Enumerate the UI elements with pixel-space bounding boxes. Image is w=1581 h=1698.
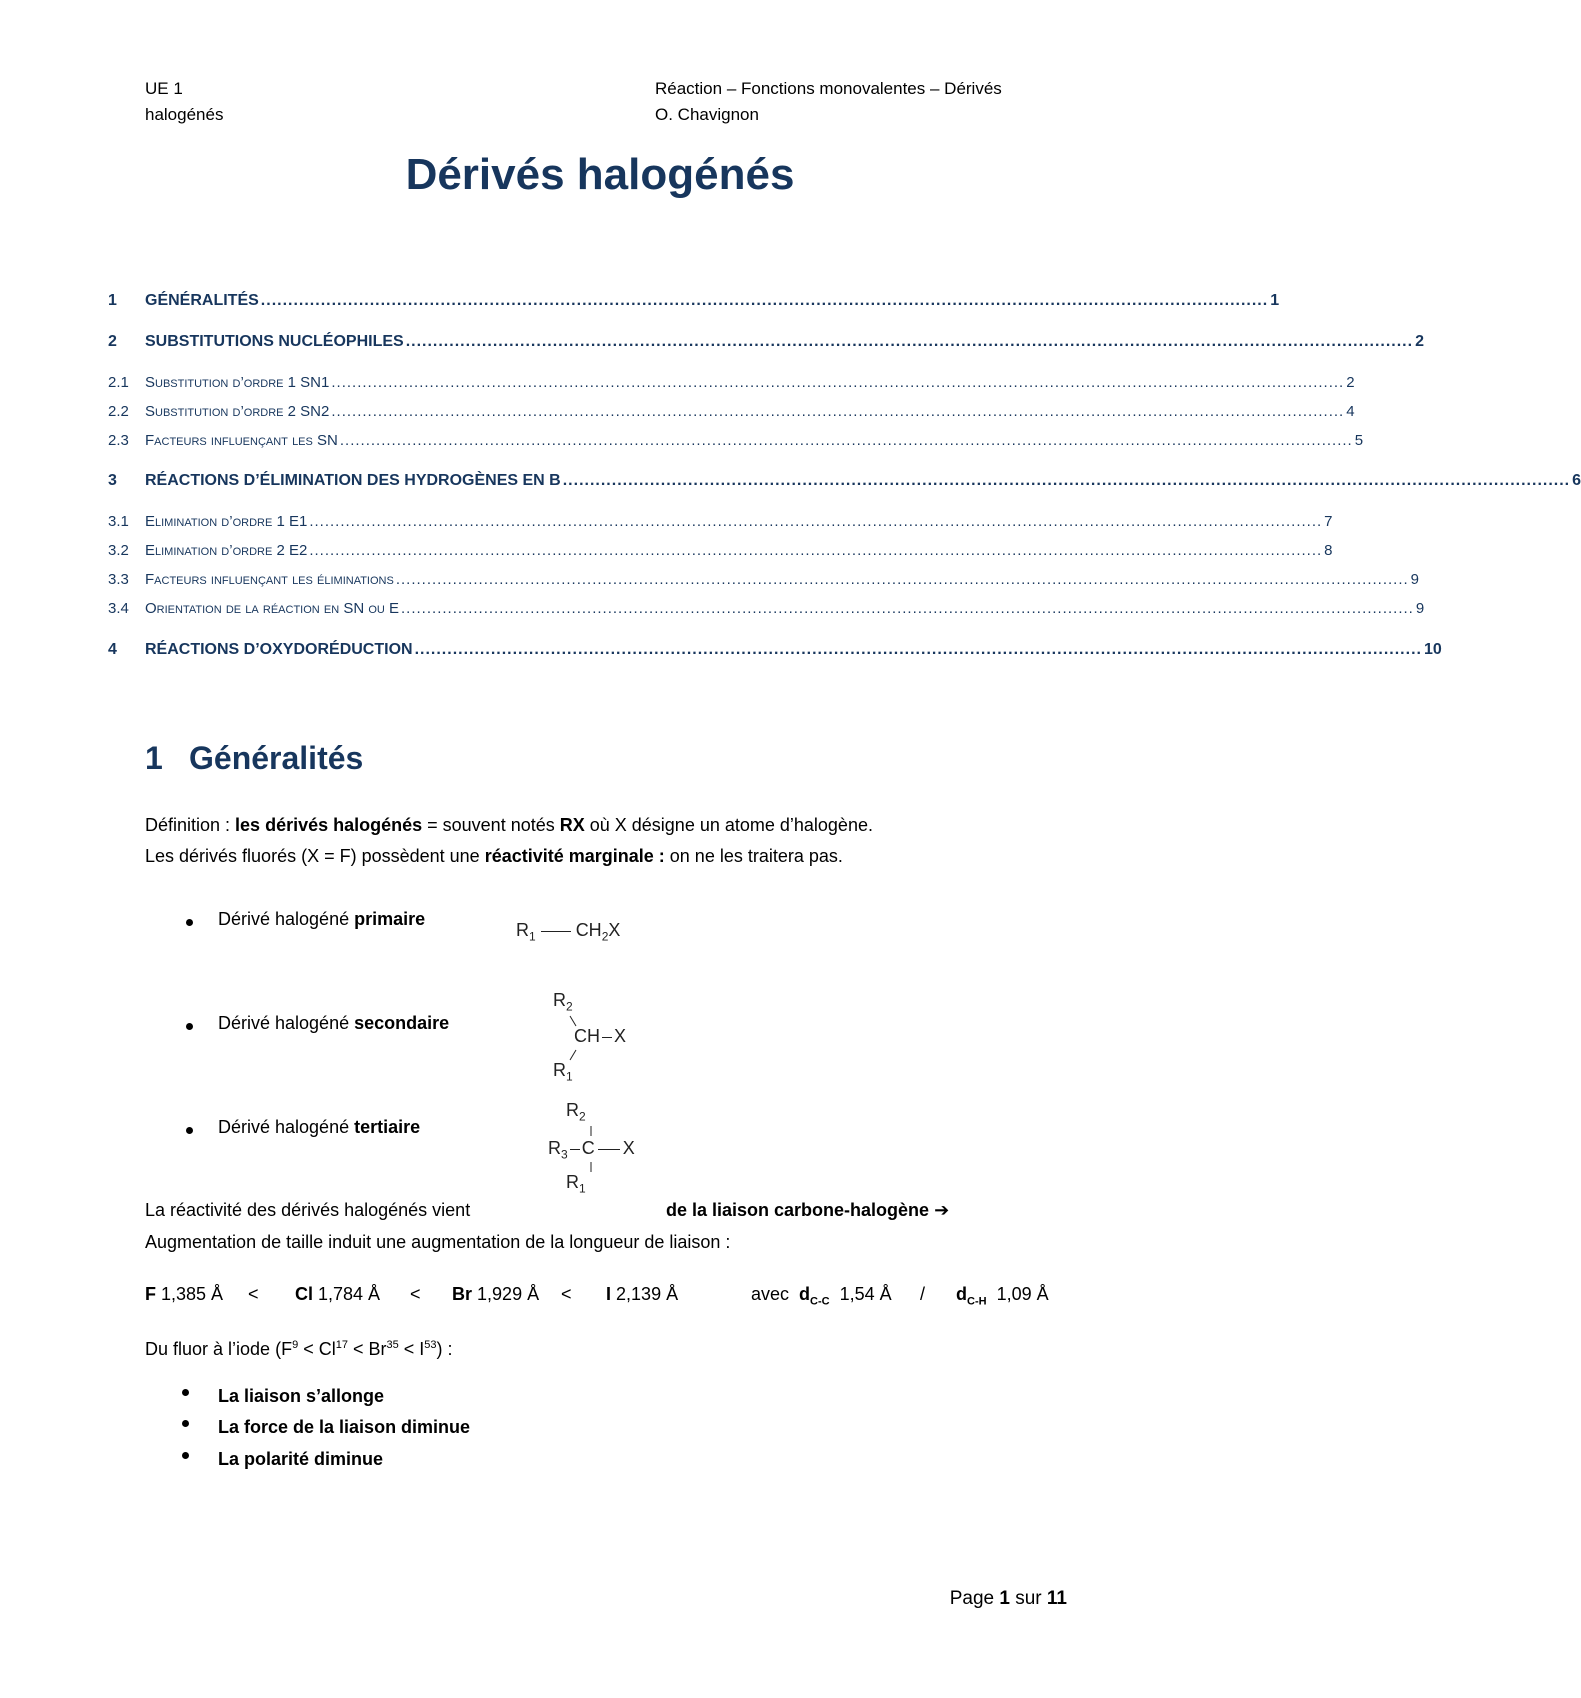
toc-number: 4 (108, 641, 117, 658)
fi-start: Du fluor à l’iode (F (145, 1339, 293, 1359)
chem-bond (602, 1037, 612, 1038)
bond-value: 1,784 Å (318, 1284, 381, 1304)
fluor-start: Les dérivés fluorés (X = F) possèdent une (145, 846, 485, 866)
chem-bond (541, 931, 571, 932)
toc-page: 2 (1346, 374, 1355, 391)
toc-page: 9 (1415, 600, 1425, 617)
bullet-text: Dérivé halogéné (218, 1117, 355, 1137)
toc-page: 9 (1410, 571, 1420, 588)
toc-page: 5 (1354, 432, 1364, 449)
bond-f (145, 1281, 223, 1307)
toc-page: 8 (1324, 542, 1333, 559)
toc-page: 6 (1572, 472, 1581, 489)
dcc-symbol: d (799, 1284, 811, 1304)
fluor-iode-line (145, 1332, 452, 1362)
dch-symbol: d (956, 1284, 967, 1304)
section-title: Généralités (189, 740, 364, 776)
toc-label: Elimination d’ordre 1 E1 (145, 513, 308, 530)
bullet-dot (182, 1389, 189, 1396)
header-right (655, 76, 1002, 128)
page-title: Dérivés halogénés (405, 150, 795, 199)
chem-r: R (516, 920, 529, 940)
bullet-dot (186, 1023, 193, 1030)
fluor-bold: réactivité marginale : (484, 846, 665, 866)
bullet-bold: tertiaire (354, 1117, 421, 1137)
reactivity-bold: de la liaison carbone-halogène (666, 1200, 930, 1220)
bond-cl (295, 1281, 380, 1307)
toc-leader: .................................................................................................................................................................................................... (339, 432, 1353, 449)
lt-3: < (561, 1284, 572, 1304)
toc-entry[interactable] (108, 292, 1280, 314)
toc-label: Facteurs influençant les éliminations (145, 571, 394, 588)
toc-label: Elimination d’ordre 2 E2 (145, 542, 308, 559)
fi-sup: 53 (424, 1339, 437, 1351)
toc-number: 2 (108, 333, 117, 350)
toc-label: GÉNÉRALITÉS (145, 292, 259, 309)
toc-leader: .................................................................................................................................................................................................... (401, 600, 1414, 617)
bullet-dot (186, 1127, 193, 1134)
reactivity-end (666, 1197, 949, 1223)
bullet-dot (182, 1420, 189, 1427)
header-course: Réaction – Fonctions monovalentes – Dérivés (655, 79, 1002, 98)
dch-value: 1,09 Å (996, 1284, 1049, 1304)
toc-entry[interactable] (108, 542, 1333, 564)
toc-label: RÉACTIONS D’ÉLIMINATION DES HYDROGÈNES EN Β (145, 472, 561, 489)
structure-tertiary-r2 (566, 1100, 586, 1124)
bullet-bold: primaire (354, 909, 426, 929)
toc-entry[interactable] (108, 600, 1425, 622)
chem-sub: 3 (561, 1147, 568, 1162)
bullet-dot (182, 1452, 189, 1459)
toc-entry[interactable] (108, 374, 1355, 396)
toc-leader: .................................................................................................................................................................................................... (331, 374, 1345, 391)
toc-page: 1 (1270, 292, 1280, 309)
dcc-sub: C-C (810, 1295, 830, 1308)
bond-element: F (145, 1284, 156, 1304)
bond-value: 1,385 Å (161, 1284, 224, 1304)
toc-number: 1 (108, 292, 117, 309)
fi-sup: 17 (335, 1339, 348, 1351)
toc-leader: ......................................................................................................................................................................................... (260, 292, 1269, 309)
toc-label: Substitution d’ordre 2 SN2 (145, 403, 330, 420)
toc-leader: .................................................................................................................................................................................................... (331, 403, 1345, 420)
bullet-text: Dérivé halogéné (218, 909, 355, 929)
fluor-line (145, 843, 843, 869)
fi-cl: < Cl (298, 1339, 336, 1359)
structure-tertiary-r1 (566, 1172, 586, 1196)
toc-entry[interactable] (108, 571, 1420, 593)
toc-leader: ......................................................................................................................................................................................... (414, 641, 1422, 658)
chem-r: R (566, 1172, 579, 1192)
chem-ch: CH (574, 1026, 600, 1046)
toc-leader: ......................................................................................................................................................................................... (405, 333, 1414, 350)
arrow-icon: ➔ (934, 1200, 950, 1220)
definition-rx: RX (559, 815, 585, 835)
page-footer (950, 1588, 1067, 1610)
footer-sur: sur (1009, 1588, 1047, 1609)
toc-entry[interactable] (108, 432, 1364, 454)
toc-number: 3.1 (108, 513, 129, 530)
definition-end: où X désigne un atome d’halogène. (584, 815, 873, 835)
toc-page: 10 (1423, 641, 1442, 658)
toc-number: 3 (108, 472, 117, 489)
section-heading (145, 740, 363, 777)
fi-sup: 35 (386, 1339, 399, 1351)
trend-item: La liaison s’allonge (218, 1386, 385, 1406)
toc-entry[interactable] (108, 403, 1355, 425)
fi-br: < Br (347, 1339, 387, 1359)
chem-sub: 1 (579, 1181, 586, 1196)
structure-primary (516, 920, 620, 944)
slash: / (920, 1284, 926, 1304)
definition-mid: = souvent notés (422, 815, 560, 835)
chem-bond (570, 1149, 580, 1150)
footer-total: 11 (1046, 1588, 1067, 1609)
chem-sub: 2 (579, 1109, 586, 1124)
definition-line (145, 812, 873, 838)
bullet-tertiary (218, 1114, 420, 1140)
dcc-group (751, 1281, 892, 1315)
chem-r: R (566, 1100, 579, 1120)
bond-element: Cl (295, 1284, 313, 1304)
fluor-end: on ne les traitera pas. (664, 846, 843, 866)
toc-entry[interactable] (108, 472, 1581, 494)
chem-r: R (553, 1060, 566, 1080)
fi-i: < I (398, 1339, 425, 1359)
header-left (145, 76, 223, 128)
toc-number: 2.3 (108, 432, 129, 449)
definition-prefix: Définition : (145, 815, 236, 835)
chem-c: C (581, 1138, 595, 1158)
footer-page-word: Page (949, 1588, 1000, 1609)
toc-label: RÉACTIONS D’OXYDORÉDUCTION (145, 641, 413, 658)
bullet-primary (218, 906, 425, 932)
fi-sup: 9 (292, 1339, 299, 1351)
structure-secondary-r2 (553, 990, 573, 1014)
bullet-text: Dérivé halogéné (218, 1013, 355, 1033)
structure-secondary-bonds (560, 1014, 590, 1064)
avec-word: avec (751, 1284, 790, 1304)
header-ue: UE 1 (145, 79, 183, 98)
toc-page: 7 (1324, 513, 1333, 530)
structure-tertiary-bonds (585, 1124, 605, 1174)
bullet-dot (186, 919, 193, 926)
toc-leader: .................................................................................................................................................................................................... (395, 571, 1409, 588)
bond-i (606, 1281, 678, 1307)
trend-item: La force de la liaison diminue (218, 1417, 471, 1437)
header-author: O. Chavignon (655, 105, 759, 124)
dch-sub: C-H (967, 1295, 987, 1308)
trend-item: La polarité diminue (218, 1449, 384, 1469)
fi-end: ) : (436, 1339, 453, 1359)
bond-value: 2,139 Å (616, 1284, 679, 1304)
toc-number: 3.4 (108, 600, 129, 617)
toc-label: SUBSTITUTIONS NUCLÉOPHILES (145, 333, 404, 350)
chem-x: X (622, 1138, 635, 1158)
lt-2: < (410, 1284, 421, 1304)
header-halogenes: halogénés (145, 105, 224, 124)
chem-r: R (553, 990, 566, 1010)
bond-value: 1,929 Å (477, 1284, 540, 1304)
chem-r: R (548, 1138, 561, 1158)
toc-entry[interactable] (108, 513, 1333, 535)
chem-x: X (608, 920, 621, 940)
toc-page: 4 (1346, 403, 1355, 420)
dcc-value: 1,54 Å (839, 1284, 892, 1304)
toc-label: Substitution d’ordre 1 SN1 (145, 374, 330, 391)
bond-element: Br (452, 1284, 473, 1304)
toc-page: 2 (1415, 333, 1424, 350)
reactivity-start: La réactivité des dérivés halogénés vient (145, 1200, 471, 1220)
toc-entry[interactable] (108, 333, 1424, 355)
bond-element: I (606, 1284, 612, 1304)
section-number: 1 (145, 740, 163, 776)
bond-br (452, 1281, 539, 1307)
footer-page-num: 1 (999, 1588, 1010, 1609)
lt-1: < (248, 1284, 259, 1304)
chem-x: X (614, 1026, 627, 1046)
toc-label: Orientation de la réaction en SN ou E (145, 600, 400, 617)
bullet-bold: secondaire (354, 1013, 450, 1033)
augmentation-line: Augmentation de taille induit une augmentation de la longueur de liaison : (145, 1232, 731, 1252)
toc-number: 2.2 (108, 403, 129, 420)
chem-sub: 2 (601, 929, 609, 944)
dch-group (956, 1281, 1049, 1315)
toc-label: Facteurs influençant les SN (145, 432, 338, 449)
toc-number: 2.1 (108, 374, 129, 391)
bullet-secondary (218, 1010, 449, 1036)
toc-leader: .................................................................................................................................................................................................... (309, 513, 1323, 530)
chem-sub: 1 (566, 1069, 573, 1084)
toc-entry[interactable] (108, 641, 1442, 663)
definition-term: les dérivés halogénés (235, 815, 423, 835)
toc-leader: .................................................................................................................................................................................................... (309, 542, 1323, 559)
chem-sub: 1 (529, 929, 536, 944)
chem-sub: 2 (566, 999, 573, 1014)
chem-ch2: CH (575, 920, 602, 940)
toc-number: 3.2 (108, 542, 129, 559)
toc-number: 3.3 (108, 571, 129, 588)
toc-leader: ......................................................................................................................................................................................... (562, 472, 1571, 489)
